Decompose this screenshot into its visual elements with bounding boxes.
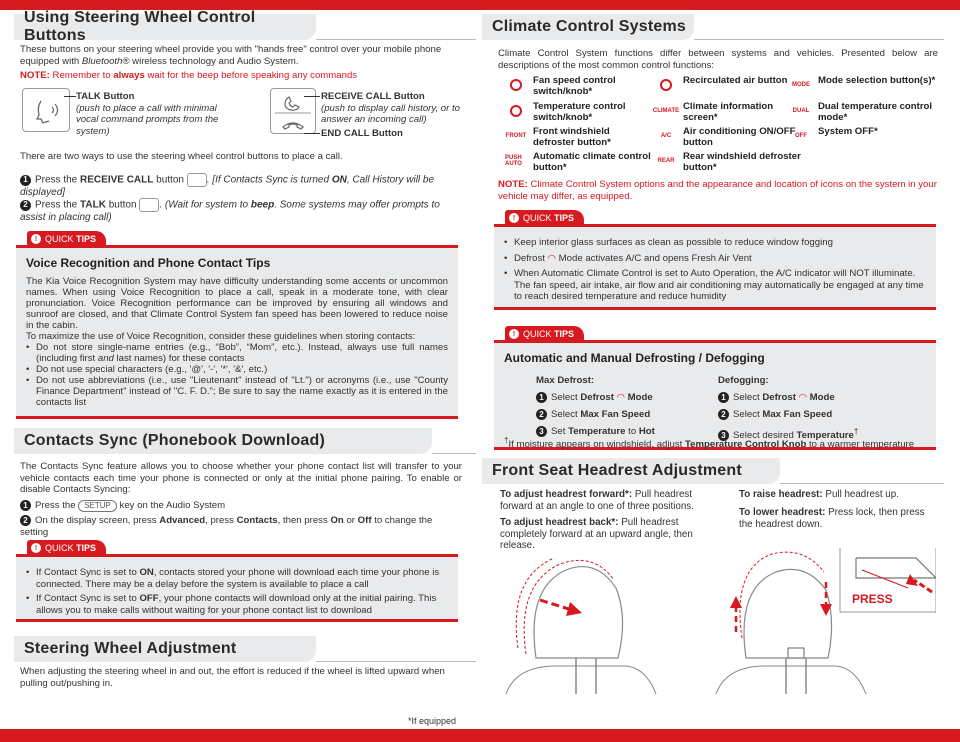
rear-defrost-icon: REAR: [657, 158, 675, 164]
talk-button-image: [22, 88, 70, 132]
off-icon: OFF: [795, 133, 807, 139]
info-icon: !: [509, 329, 519, 339]
quick-tips-tab: ! QUICK TIPS: [27, 231, 106, 247]
talk-head-icon: [23, 89, 69, 131]
temp-knob-icon: [505, 103, 527, 119]
bottom-accent-bar: [0, 729, 960, 742]
divider: [432, 453, 476, 454]
divider: [316, 661, 476, 662]
contacts-step-2: 2 On the display screen, press Advanced, press Contacts, then press On or Off to change the setting: [20, 515, 433, 538]
defrost-tips-box: [494, 340, 936, 450]
steering-adjustment-body: When adjusting the steering wheel in and out, the effort is reduced if the wheel is lifted upward when pulling out/pushing in.: [20, 666, 445, 689]
climate-screen-icon: CLIMATE: [652, 108, 680, 114]
climate-note: NOTE: Climate Control System options and the appearance and location of icons on the system in your vehicle may differ, as equipped.: [498, 179, 937, 202]
mode-icon: MODE: [792, 82, 810, 88]
auto-icon: PUSH AUTO: [505, 155, 522, 167]
contacts-sync-heading: Contacts Sync (Phonebook Download): [14, 428, 432, 454]
steering-note: NOTE: Remember to always wait for the beep before speaking any commands: [20, 70, 358, 81]
fan-icon: [505, 77, 527, 93]
contacts-step-1: 1 Press the SETUP key on the Audio System: [20, 500, 462, 512]
headrest-back: To adjust headrest back*: Pull headrest completely forward at an upward angle, then release.: [500, 517, 693, 551]
divider: [694, 39, 944, 40]
defrost-footnote: †If moisture appears on windshield, adjust Temperature Control Knob to a warmer temperature: [504, 436, 915, 451]
divider: [780, 483, 944, 484]
climate-item-label: Dual temperature control mode*: [818, 101, 933, 123]
leader-line: [304, 133, 320, 134]
leader-line: [64, 96, 76, 97]
step-number: 1: [20, 175, 31, 186]
recirc-icon: [655, 77, 677, 93]
climate-tips-list: • Keep interior glass surfaces as clean as possible to reduce window fogging • Defrost ◠ Mode activates A/C and opens Fresh Air Vent • When Automatic Climate Control is set to Auto Operation, the A/C indicator will NOT illuminate. The fan speed, air intake, air flow and air conditioning may automatically be engaged at any time to reach desired temperature and reduce humidity: [504, 237, 924, 303]
quick-tips-tab: ! QUICK TIPS: [505, 326, 584, 342]
defrost-icon: ◠: [616, 392, 625, 403]
info-icon: !: [509, 213, 519, 223]
climate-item-label: Fan speed control switch/knob*: [533, 75, 616, 97]
footnote: *If equipped: [408, 716, 457, 726]
talk-icon: [139, 198, 159, 212]
receive-call-icon: [187, 173, 207, 187]
contacts-tips-list: • If Contact Sync is set to ON, contacts stored your phone will download each time your phone is connected. There may be a delay before the system is available to place a call • If Contact Sync is set to OFF, your phone contacts will download only at the initial pairing. This allows you to make calls without waiting for your phone contact list to download: [26, 567, 448, 616]
steering-intro: These buttons on your steering wheel provide you with "hands free" control over your mobile phone equipped with Bluetooth® wireless technology and Audio System.: [20, 44, 442, 67]
headrest-illustration: [496, 548, 936, 694]
climate-item-label: Temperature control switch/knob*: [533, 101, 626, 123]
contacts-tips-box: [16, 554, 458, 622]
step-number: 2: [20, 515, 31, 526]
headrest-lower: To lower headrest: Press lock, then press the headrest down.: [739, 507, 925, 530]
headrest-heading: Front Seat Headrest Adjustment: [482, 458, 780, 484]
press-label: PRESS: [852, 592, 893, 606]
defogging-block: Defogging: 1 Select Defrost ◠ Mode 2 Select Max Fan Speed 3 Select desired Temperature†: [718, 375, 859, 442]
climate-item-label: System OFF*: [818, 126, 878, 137]
step-2: 2 Press the TALK button . (Wait for system to beep. Some systems may offer prompts to assist in placing call): [20, 199, 440, 223]
call-buttons-image: [270, 88, 316, 134]
info-icon: !: [31, 234, 41, 244]
climate-item-label: Recirculated air button: [683, 75, 788, 86]
talk-button-callout: TALK Button (push to place a call with minimal vocal command prompts from the system): [76, 91, 219, 137]
headrest-forward: To adjust headrest forward*: Pull headrest forward at an angle to one of three positions.: [500, 489, 694, 512]
front-defrost-icon: FRONT: [505, 133, 527, 139]
two-ways-text: There are two ways to use the steering wheel control buttons to place a call.: [20, 151, 343, 162]
voice-para: The Kia Voice Recognition System may have difficulty understanding some accents or uncommon names. When using Voice Recognition to place a call, speak in a moderate tone, with clear pronunciation. Voice Recognition performance can be improved by ensuring all windows and sunroof are closed, and that Climate Control System fan speed has been lowered to reduce noise in the cabin. To maximize the use of Voice Recognition, consider these guidelines when storing contacts: • Do not store single-name entries (e.g., “Bob”, “Mom”, etc.). Instead, always use full names (including first and last names) for these contacts • Do not use special characters (e.g., '@', '-', '*', '&', etc.) • Do not use abbreviations (i.e., use "Lieutenant" instead of "Lt.") or acronyms (i.e., use "County Finance Department" instead of "C. F. D."; Be sure to say the name exactly as it is entered in the contacts list: [26, 276, 448, 408]
dual-icon: DUAL: [792, 108, 810, 114]
voice-tips-title: Voice Recognition and Phone Contact Tips: [26, 256, 271, 270]
step-1: 1 Press the RECEIVE CALL button . [If Contacts Sync is turned ON, Call History will be displayed]: [20, 174, 435, 198]
climate-heading: Climate Control Systems: [482, 14, 694, 40]
climate-item-label: Rear windshield defroster button*: [683, 151, 801, 173]
defrost-icon: ◠: [798, 392, 807, 403]
voice-tips-box: [16, 245, 458, 419]
climate-intro: Climate Control System functions differ between systems and vehicles. Presented below are descriptions of the most common control functions:: [498, 48, 938, 71]
max-defrost-block: Max Defrost: 1 Select Defrost ◠ Mode 2 Select Max Fan Speed 3 Set Temperature to Hot: [536, 375, 655, 437]
steering-adjustment-heading: Steering Wheel Adjustment: [14, 636, 316, 662]
contacts-intro: The Contacts Sync feature allows you to choose whether your phone contact list will transfer to your vehicle contacts each time your phone is connected or only at the initial phone pairing. To enable or disable Contacts Syncing:: [20, 461, 462, 495]
steering-buttons-heading: Using Steering Wheel Control Buttons: [14, 14, 316, 40]
end-call-callout: END CALL Button: [321, 128, 403, 139]
climate-item-label: Mode selection button(s)*: [818, 75, 936, 86]
climate-tips-box: [494, 224, 936, 310]
quick-tips-tab: ! QUICK TIPS: [27, 540, 106, 556]
step-number: 2: [20, 200, 31, 211]
defrost-title: Automatic and Manual Defrosting / Defogging: [504, 351, 765, 365]
climate-item-label: Climate information screen*: [683, 101, 774, 123]
step-number: 1: [20, 500, 31, 511]
leader-line: [304, 96, 320, 97]
defrost-icon: ◠: [547, 252, 556, 264]
ac-icon: A/C: [660, 133, 672, 139]
divider: [316, 39, 476, 40]
climate-item-label: Automatic climate control button*: [533, 151, 651, 173]
headrest-raise: To raise headrest: Pull headrest up.: [739, 489, 899, 500]
info-icon: !: [31, 543, 41, 553]
climate-item-label: Air conditioning ON/OFF button: [683, 126, 796, 148]
headrest-forward-drawing: [506, 558, 656, 694]
climate-item-label: Front windshield defroster button*: [533, 126, 611, 148]
quick-tips-tab: ! QUICK TIPS: [505, 210, 584, 226]
receive-call-callout: RECEIVE CALL Button (push to display call history, or to answer an incoming call): [321, 91, 460, 125]
setup-key: SETUP: [78, 500, 117, 512]
